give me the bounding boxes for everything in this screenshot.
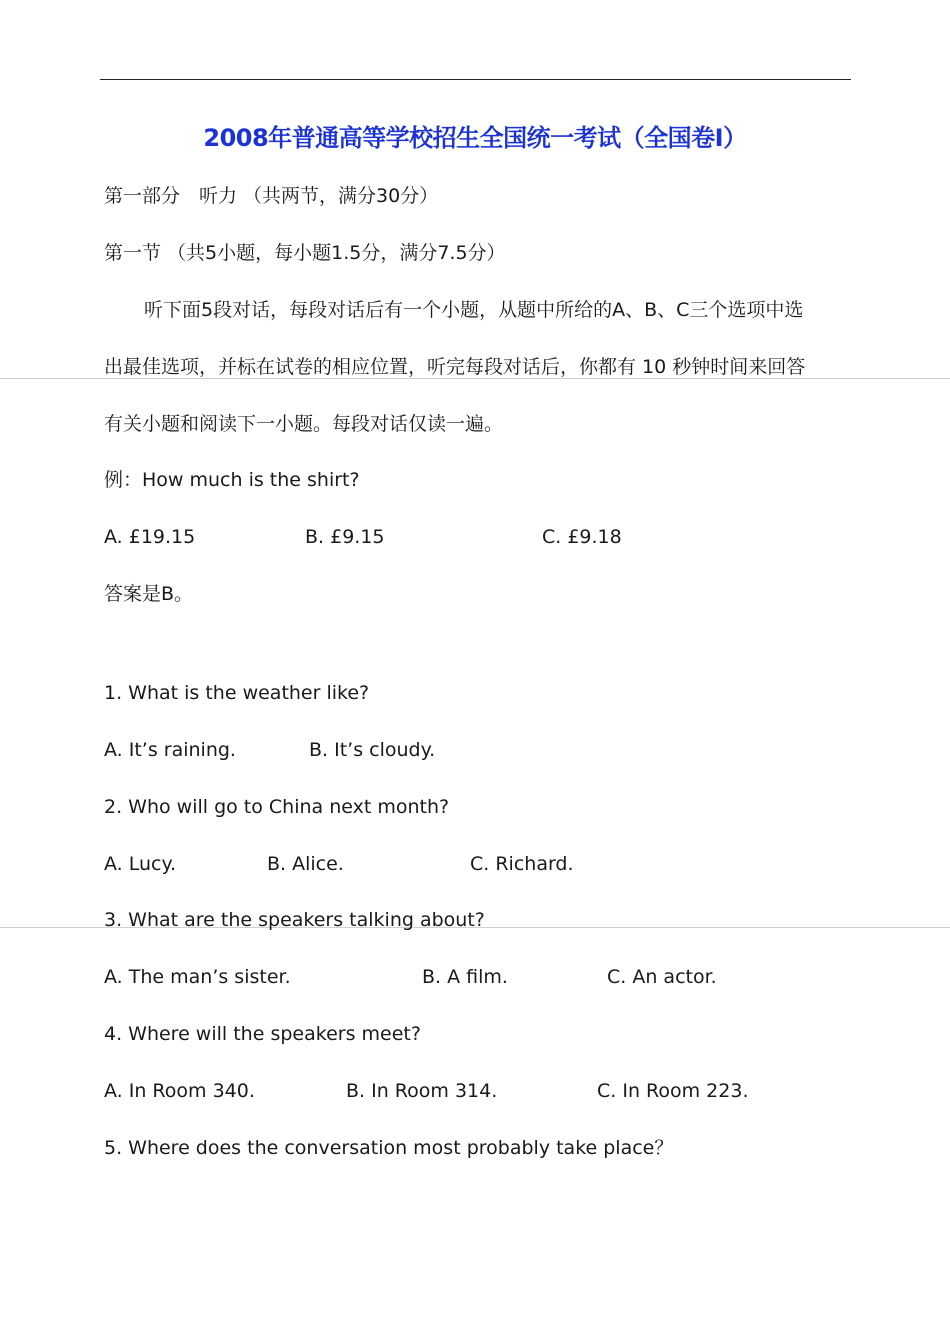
question-3-option-c: C. An actor. — [607, 966, 717, 988]
question-5: 5. Where does the conversation most probably take place？ — [104, 1137, 674, 1159]
example-question: 例：How much is the shirt? — [104, 469, 360, 491]
question-3-option-b: B. A film. — [422, 966, 508, 988]
question-1: 1. What is the weather like? — [104, 682, 370, 704]
example-option-a: A. £19.15 — [104, 526, 196, 548]
question-4-option-a: A. In Room 340. — [104, 1080, 255, 1102]
part-heading: 第一部分 听力 （共两节，满分30分） — [104, 185, 439, 207]
question-1-option-a: A. It’s raining. — [104, 739, 236, 761]
question-2-option-c: C. Richard. — [470, 853, 574, 875]
question-3: 3. What are the speakers talking about? — [104, 909, 485, 931]
section-heading: 第一节 （共5小题，每小题1.5分，满分7.5分） — [104, 242, 506, 264]
question-4: 4. Where will the speakers meet? — [104, 1023, 421, 1045]
question-2-option-a: A. Lucy. — [104, 853, 177, 875]
example-answer: 答案是B。 — [104, 583, 194, 605]
question-1-option-b: B. It’s cloudy. — [309, 739, 436, 761]
question-4-option-c: C. In Room 223. — [597, 1080, 749, 1102]
document-title: 2008年普通高等学校招生全国统一考试（全国卷Ⅰ） — [203, 124, 747, 152]
header-rule — [100, 79, 851, 80]
question-2: 2. Who will go to China next month? — [104, 796, 450, 818]
example-option-b: B. £9.15 — [305, 526, 385, 548]
example-option-c: C. £9.18 — [542, 526, 622, 548]
question-2-option-b: B. Alice. — [267, 853, 344, 875]
instruction-line: 听下面5段对话，每段对话后有一个小题，从题中所给的A、B、C三个选项中选 — [144, 299, 804, 321]
instruction-line: 出最佳选项，并标在试卷的相应位置，听完每段对话后，你都有 10 秒钟时间来回答 — [104, 356, 806, 378]
question-3-option-a: A. The man’s sister. — [104, 966, 291, 988]
instruction-line: 有关小题和阅读下一小题。每段对话仅读一遍。 — [104, 413, 504, 435]
question-4-option-b: B. In Room 314. — [346, 1080, 498, 1102]
